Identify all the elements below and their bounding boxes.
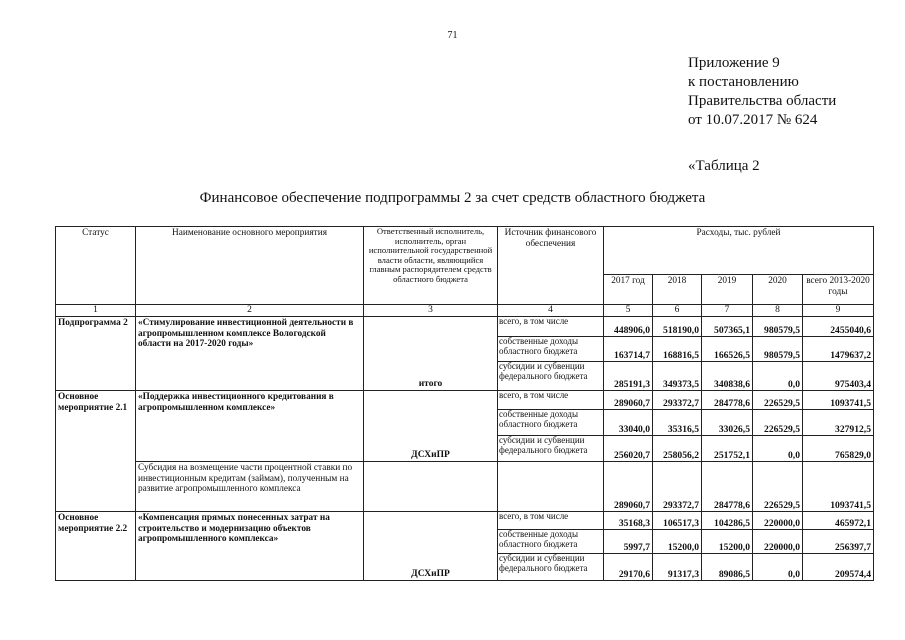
value-cell: 91317,3 <box>653 554 702 581</box>
table-label: «Таблица 2 <box>688 158 760 174</box>
value-cell: 0,0 <box>753 362 803 391</box>
value-cell: 256397,7 <box>803 530 874 554</box>
value-cell: 293372,7 <box>653 462 702 512</box>
source-cell: всего, в том числе <box>498 317 604 337</box>
measure-name: «Компенсация прямых понесенных затрат на строительство и модернизацию объектов агропромышленного комплекса» <box>136 512 364 581</box>
value-cell: 256020,7 <box>604 436 653 462</box>
column-index: 9 <box>803 305 874 317</box>
column-index: 1 <box>56 305 136 317</box>
value-cell: 35316,5 <box>653 410 702 436</box>
source-cell: субсидии и субвенции федерального бюджета <box>498 436 604 462</box>
column-index: 5 <box>604 305 653 317</box>
appendix-line: Правительства области <box>688 93 837 109</box>
source-cell: собственные доходы областного бюджета <box>498 410 604 436</box>
sub-measure-name: Субсидия на возмещение части процентной ставки по инвестиционным кредитам (займам), полученным на развитие агропромышленного комплекса <box>136 462 364 512</box>
executor-cell <box>364 462 498 512</box>
value-cell: 1093741,5 <box>803 462 874 512</box>
value-cell: 220000,0 <box>753 512 803 530</box>
value-cell: 163714,7 <box>604 337 653 362</box>
value-cell: 0,0 <box>753 436 803 462</box>
value-cell: 209574,4 <box>803 554 874 581</box>
header-executor: Ответственный исполнитель, исполнитель, орган исполнительной государственной власти области, являющийся главным распорядителем средств областного бюджета <box>364 227 498 305</box>
table-row <box>56 391 874 410</box>
executor-cell: ДСХиПР <box>364 512 498 581</box>
table-row <box>56 462 874 512</box>
header-year: 2017 год <box>604 275 653 305</box>
value-cell: 33026,5 <box>702 410 753 436</box>
value-cell: 35168,3 <box>604 512 653 530</box>
value-cell: 0,0 <box>753 554 803 581</box>
header-status: Статус <box>56 227 136 305</box>
source-cell: собственные доходы областного бюджета <box>498 337 604 362</box>
value-cell: 15200,0 <box>653 530 702 554</box>
column-index: 2 <box>136 305 364 317</box>
value-cell: 293372,7 <box>653 391 702 410</box>
header-source: Источник финансового обеспечения <box>498 227 604 305</box>
value-cell: 258056,2 <box>653 436 702 462</box>
value-cell: 166526,5 <box>702 337 753 362</box>
column-index: 3 <box>364 305 498 317</box>
source-cell: собственные доходы областного бюджета <box>498 530 604 554</box>
executor-cell: ДСХиПР <box>364 391 498 462</box>
value-cell: 285191,3 <box>604 362 653 391</box>
appendix-line: к постановлению <box>688 74 799 90</box>
appendix-line: Приложение 9 <box>688 55 780 71</box>
header-name: Наименование основного мероприятия <box>136 227 364 305</box>
column-index: 7 <box>702 305 753 317</box>
header-expenses: Расходы, тыс. рублей <box>604 227 874 275</box>
header-year: 2020 <box>753 275 803 305</box>
value-cell: 2455040,6 <box>803 317 874 337</box>
status-cell: Основное мероприятие 2.2 <box>56 512 136 581</box>
executor-cell: итого <box>364 317 498 391</box>
value-cell: 1479637,2 <box>803 337 874 362</box>
value-cell: 251752,1 <box>702 436 753 462</box>
table-row <box>56 512 874 530</box>
value-cell: 284778,6 <box>702 462 753 512</box>
appendix-block <box>688 54 836 130</box>
column-index: 8 <box>753 305 803 317</box>
value-cell: 5997,7 <box>604 530 653 554</box>
value-cell: 89086,5 <box>702 554 753 581</box>
value-cell: 284778,6 <box>702 391 753 410</box>
value-cell: 518190,0 <box>653 317 702 337</box>
table-row <box>56 317 874 337</box>
value-cell: 106517,3 <box>653 512 702 530</box>
source-cell <box>498 462 604 512</box>
value-cell: 975403,4 <box>803 362 874 391</box>
value-cell: 465972,1 <box>803 512 874 530</box>
source-cell: всего, в том числе <box>498 512 604 530</box>
source-cell: всего, в том числе <box>498 391 604 410</box>
value-cell: 340838,6 <box>702 362 753 391</box>
value-cell: 220000,0 <box>753 530 803 554</box>
column-index: 4 <box>498 305 604 317</box>
value-cell: 980579,5 <box>753 317 803 337</box>
value-cell: 765829,0 <box>803 436 874 462</box>
value-cell: 349373,5 <box>653 362 702 391</box>
value-cell: 289060,7 <box>604 391 653 410</box>
value-cell: 226529,5 <box>753 410 803 436</box>
page-number: 71 <box>447 30 458 41</box>
header-year-total: всего 2013-2020 годы <box>803 275 874 305</box>
measure-name: «Поддержка инвестиционного кредитования в агропромышленном комплексе» <box>136 391 364 462</box>
value-cell: 1093741,5 <box>803 391 874 410</box>
value-cell: 327912,5 <box>803 410 874 436</box>
value-cell: 226529,5 <box>753 391 803 410</box>
source-cell: субсидии и субвенции федерального бюджета <box>498 362 604 391</box>
column-index-row <box>56 305 874 317</box>
value-cell: 289060,7 <box>604 462 653 512</box>
value-cell: 980579,5 <box>753 337 803 362</box>
column-index: 6 <box>653 305 702 317</box>
source-cell: субсидии и субвенции федерального бюджета <box>498 554 604 581</box>
document-title: Финансовое обеспечение подпрограммы 2 за счет средств областного бюджета <box>199 190 706 206</box>
appendix-line: от 10.07.2017 № 624 <box>688 112 818 128</box>
value-cell: 29170,6 <box>604 554 653 581</box>
value-cell: 104286,5 <box>702 512 753 530</box>
header-year: 2019 <box>702 275 753 305</box>
financing-table <box>55 226 874 581</box>
value-cell: 226529,5 <box>753 462 803 512</box>
status-cell: Основное мероприятие 2.1 <box>56 391 136 512</box>
value-cell: 33040,0 <box>604 410 653 436</box>
measure-name: «Стимулирование инвестиционной деятельности в агропромышленном комплексе Вологодской области на 2017-2020 годы» <box>136 317 364 391</box>
value-cell: 15200,0 <box>702 530 753 554</box>
value-cell: 448906,0 <box>604 317 653 337</box>
value-cell: 168816,5 <box>653 337 702 362</box>
header-year: 2018 <box>653 275 702 305</box>
status-cell: Подпрограмма 2 <box>56 317 136 391</box>
value-cell: 507365,1 <box>702 317 753 337</box>
